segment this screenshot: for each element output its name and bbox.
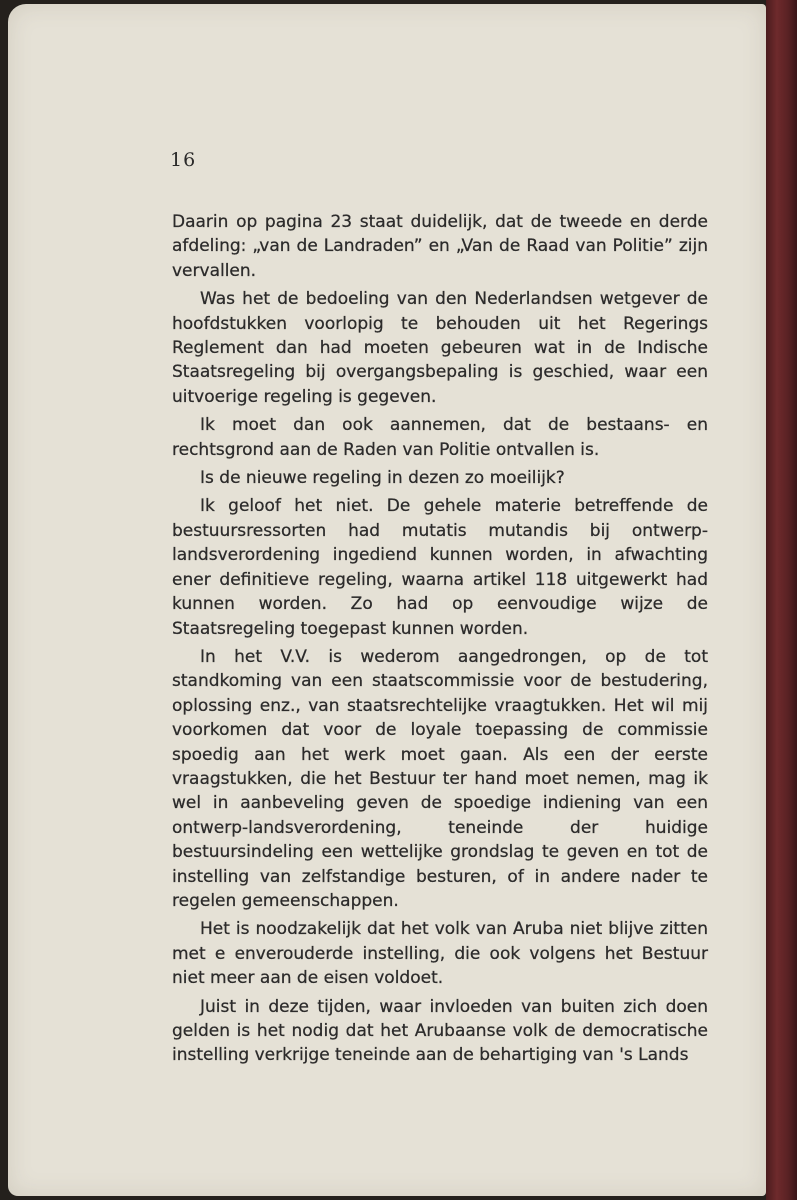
paragraph-5: Ik geloof het niet. De gehele materie betreffende de bestuursressorten had mutatis mutandis bij ontwerp-landsverordening ingediend kunnen worden, in afwachting ener definitieve regeling, waarna artikel 118 uitgewerkt had kunnen worden. Zo had op eenvoudige wijze de Staatsregeling toegepast kunnen worden. — [172, 496, 708, 639]
paragraph-8: Juist in deze tijden, waar invloeden van buiten zich doen gelden is het nodig dat het Arubaanse volk de democratische instelling verkrijge teneinde aan de behartiging van 's Lands — [172, 996, 708, 1066]
paragraph-3: Ik moet dan ook aannemen, dat de bestaans- en rechtsgrond aan de Raden van Politie ontvallen is. — [172, 415, 708, 460]
page-number: 16 — [170, 149, 197, 171]
body-text — [172, 210, 708, 1072]
paragraph-1: Daarin op pagina 23 staat duidelijk, dat de tweede en derde afdeling: „van de Landraden” en „Van de Raad van Politie” zijn vervallen. — [172, 212, 708, 281]
paragraph-7: Het is noodzakelijk dat het volk van Aruba niet blijve zitten met e enverouderde instelling, die ook volgens het Bestuur niet meer aan de eisen voldoet. — [172, 919, 708, 989]
book-spine — [766, 0, 797, 1200]
paragraph-2: Was het de bedoeling van den Nederlandsen wetgever de hoofdstukken voorlopig te behouden uit het Regerings Reglement dan had moeten gebeuren wat in de Indische Staatsregeling bij overgangsbepaling is geschied, waar een uitvoerige regeling is gegeven. — [172, 289, 708, 407]
paragraph-6: In het V.V. is wederom aangedrongen, op de tot standkoming van een staatscommissie voor de bestudering, oplossing enz., van staatsrechtelijke vraagtukken. Het wil mij voorkomen dat voor de loyale toepassing de commissie spoedig aan het werk moet gaan. Als een der eerste vraagstukken, die het Bestuur ter hand moet nemen, mag ik wel in aanbeveling geven de spoedige indiening van een ontwerp-landsverordening, teneinde der huidige bestuursindeling een wettelijke grondslag te geven en tot de instelling van zelfstandige besturen, of in andere nader te regelen gemeenschappen. — [172, 646, 708, 911]
paragraph-4: Is de nieuwe regeling in dezen zo moeilijk? — [200, 468, 565, 489]
